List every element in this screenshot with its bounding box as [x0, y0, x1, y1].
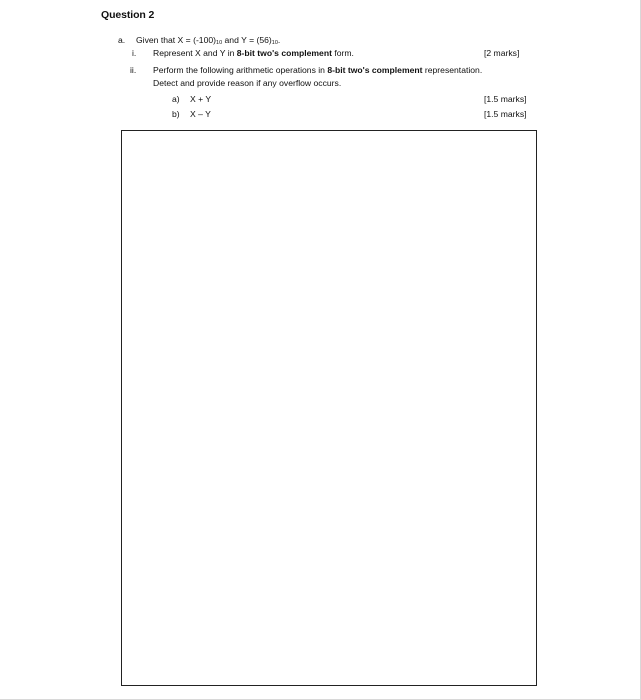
sub-i-marker: i. — [132, 48, 137, 58]
op-b-text: X – Y — [190, 109, 211, 119]
sub-i-statement — [153, 48, 354, 58]
op-a-text: X + Y — [190, 94, 212, 104]
sub-ii-text-bold: 8-bit two's complement — [327, 65, 423, 75]
part-a-marker: a. — [118, 35, 126, 45]
sub-ii-marker: ii. — [130, 65, 137, 75]
op-b-marker: b) — [172, 109, 180, 119]
sub-ii-line2: Detect and provide reason if any overflow occurs. — [153, 78, 342, 88]
y-base-subscript: 10 — [271, 40, 278, 46]
x-base-subscript: 10 — [216, 40, 223, 46]
sub-i-text-after: form. — [331, 48, 354, 58]
part-a-text-mid: and Y = (56) — [222, 35, 272, 45]
sub-ii-statement — [153, 65, 482, 75]
sub-i-text-bold: 8-bit two's complement — [236, 48, 332, 58]
question-title: Question 2 — [101, 9, 155, 21]
sub-ii-text-before: Perform the following arithmetic operations in — [153, 65, 328, 75]
sub-ii-text-after: representation. — [422, 65, 483, 75]
sub-i-marks: [2 marks] — [484, 48, 520, 58]
op-a-marker: a) — [172, 94, 180, 104]
sub-i-text-before: Represent X and Y in — [153, 48, 237, 58]
answer-box[interactable] — [121, 130, 537, 686]
part-a-text-prefix: Given that X = (-100) — [136, 35, 217, 45]
op-a-marks: [1.5 marks] — [484, 94, 527, 104]
op-b-marks: [1.5 marks] — [484, 109, 527, 119]
part-a-statement — [136, 35, 280, 45]
part-a-text-suffix: . — [277, 35, 281, 45]
